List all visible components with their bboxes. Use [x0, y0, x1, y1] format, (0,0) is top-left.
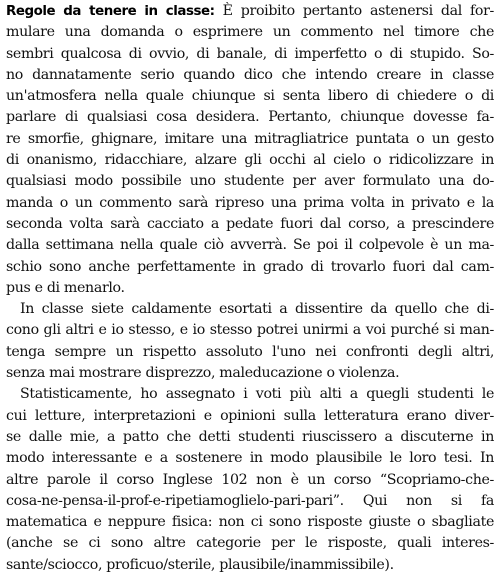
text-line: modo interessante e a sostenere in modo plausibile le loro tesi. In	[6, 450, 494, 467]
text-line: cui letture, interpretazioni e opinioni sulla letteratura erano diver-	[6, 407, 494, 424]
text-line: manda o un commento sarà ripreso una prima volta in privato e la	[6, 194, 494, 211]
text-line: sembri qualcosa di ovvio, di banale, di imperfetto o di stupido. So-	[6, 45, 494, 62]
text-line-segment: È proibito pertanto astenersi dal for-	[222, 3, 494, 19]
text-line: altre parole il corso Inglese 102 non è un corso “Scopriamo-che-	[6, 471, 494, 488]
text-line: schio sono anche perfettamente in grado di trovarlo fuori dal cam-	[6, 258, 494, 275]
text-line: dalla settimana nella quale ciò avverrà. Se poi il colpevole è un ma-	[6, 237, 494, 254]
text-line: sante/sciocco, proficuo/sterile, plausibile/inammissibile).	[6, 556, 394, 573]
text-line: In classe siete caldamente esortati a dissentire da quello che di-	[20, 301, 494, 318]
text-line	[6, 1, 494, 22]
text-line: parlare di qualsiasi cosa desidera. Pertanto, chiunque dovesse fa-	[6, 109, 494, 126]
text-line: Statisticamente, ho assegnato i voti più alti a quegli studenti le	[20, 386, 494, 403]
text-line: cono gli altri e io stesso, e io stesso potrei unirmi a voi purché si man-	[6, 322, 494, 339]
text-line: seconda volta sarà cacciato a pedate fuori dal corso, a prescindere	[6, 215, 494, 232]
text-line: mulare una domanda o esprimere un commento nel timore che	[6, 24, 494, 41]
text-line: pus e di menarlo.	[6, 279, 125, 296]
text-line: no dannatamente serio quando dico che intendo creare in classe	[6, 66, 494, 83]
text-line: (anche se ci sono altre categorie per le risposte, quali interes-	[6, 535, 494, 552]
article-heading: Regole da tenere in classe:	[6, 4, 215, 19]
text-line: cosa-ne-pensa-il-prof-e-ripetiamoglielo-pari-pari”. Qui non si fa	[6, 492, 494, 509]
text-line: matematica e neppure fisica: non ci sono risposte giuste o sbagliate	[6, 514, 494, 531]
text-line: re smorfie, ghignare, imitare una mitragliatrice puntata o un gesto	[6, 130, 494, 147]
text-line: un'atmosfera nella quale chiunque si senta libero di chiedere o di	[6, 88, 494, 105]
text-line: tenga sempre un rispetto assoluto l'uno nei confronti degli altri,	[6, 343, 494, 360]
text-line: senza mai mostrare disprezzo, maleducazione o violenza.	[6, 365, 400, 382]
text-line: qualsiasi modo possibile uno studente per aver formulato una do-	[6, 173, 494, 190]
text-line: se dalle mie, a patto che detti studenti riuscissero a discuterne in	[6, 428, 494, 445]
article-text-column	[6, 1, 494, 576]
text-line: di onanismo, ridacchiare, alzare gli occhi al cielo o ridicolizzare in	[6, 152, 494, 169]
